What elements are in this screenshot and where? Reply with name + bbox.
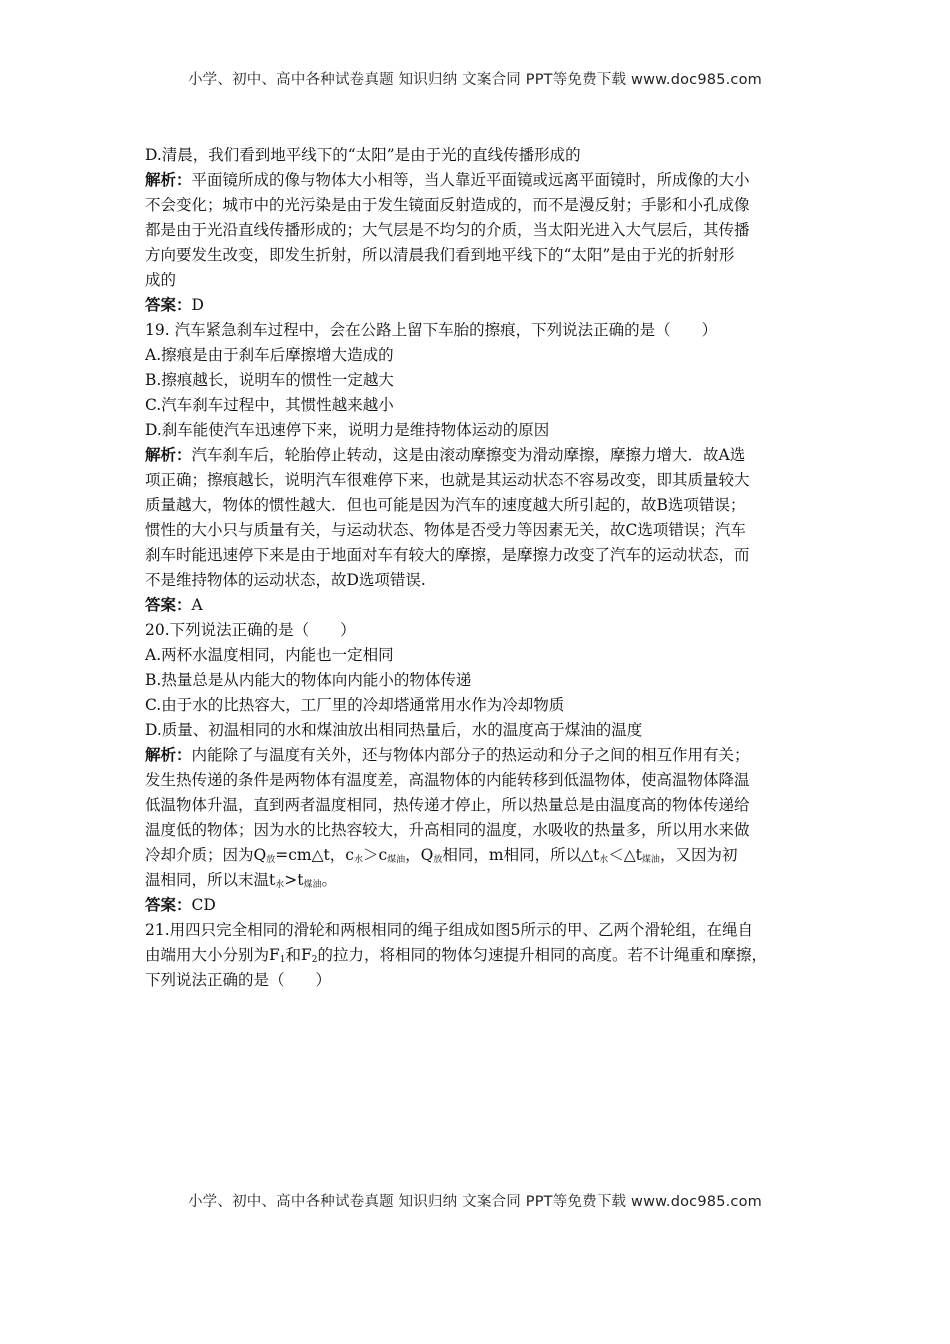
q19-stem: 19. 汽车紧急刹车过程中，会在公路上留下车胎的擦痕，下列说法正确的是（ ） [145,321,718,339]
q19-option-b: B.擦痕越长，说明车的惯性一定越大 [145,371,394,389]
q21-stem-line [145,943,817,968]
formula-text: ＜△t [608,846,642,864]
formula-text: ，Q [405,846,434,864]
q18-option-d: D.清晨，我们看到地平线下的“太阳”是由于光的直线传播形成的 [145,146,581,164]
q19-analysis-line [145,443,817,468]
formula-text: ，又因为初 [659,846,738,864]
q19-analysis-line: 刹车时能迅速停下来是由于地面对车有较大的摩擦，是摩擦力改变了汽车的运动状态，而 [145,546,750,564]
answer-label: 答案： [145,296,192,314]
q20-analysis-line [145,743,817,768]
q20-formula-line [145,868,817,893]
analysis-label: 解析： [145,746,192,764]
analysis-label: 解析： [145,171,192,189]
document-body [145,143,817,993]
q18-analysis-line: 不会变化；城市中的光污染是由于发生镜面反射造成的，而不是漫反射；手影和小孔成像 [145,196,750,214]
page-header: 小学、初中、高中各种试卷真题 知识归纳 文案合同 PPT等免费下载 www.doc985.com [187,72,763,88]
subscript: 水 [353,855,363,865]
q19-analysis-line: 质量越大，物体的惯性越大．但也可能是因为汽车的速度越大所引起的，故B选项错误； [145,496,746,514]
q21-stem-line: 下列说法正确的是（ ） [145,971,332,989]
q20-answer [145,893,817,918]
q19-analysis-text: 汽车刹车后，轮胎停止转动，这是由滚动摩擦变为滑动摩擦，摩擦力增大．故A选 [191,446,746,464]
q20-answer-value: CD [191,896,216,914]
q18-analysis-text: 平面镜所成的像与物体大小相等，当人靠近平面镜或远离平面镜时，所成像的大小 [191,171,750,189]
formula-text: >t [284,871,304,889]
subscript: 煤油 [303,880,322,890]
q20-option-b: B.热量总是从内能大的物体向内能小的物体传递 [145,671,472,689]
q20-analysis-line: 发生热传递的条件是两物体有温度差，高温物体的内能转移到低温物体，使高温物体降温 [145,771,750,789]
q20-formula-line [145,843,817,868]
q21-stem-line: 21.用四只完全相同的滑轮和两根相同的绳子组成如图5所示的甲、乙两个滑轮组，在绳自 [145,921,754,939]
subscript: 2 [311,955,318,965]
q19-analysis-line: 惯性的大小只与质量有关，与运动状态、物体是否受力等因素无关，故C选项错误；汽车 [145,521,746,539]
formula-text: 冷却介质；因为Q [145,846,267,864]
q18-analysis-line: 都是由于光沿直线传播形成的；大气层是不均匀的介质，当太阳光进入大气层后，其传播 [145,221,750,239]
q20-stem: 20.下列说法正确的是（ ） [145,621,356,639]
q20-analysis-text: 内能除了与温度有关外，还与物体内部分子的热运动和分子之间的相互作用有关； [191,746,750,764]
q20-analysis-line: 温度低的物体；因为水的比热容较大，升高相同的温度，水吸收的热量多，所以用水来做 [145,821,750,839]
subscript: 放 [433,855,443,865]
formula-text: ＞c [362,846,388,864]
q20-option-c: C.由于水的比热容大，工厂里的冷却塔通常用水作为冷却物质 [145,696,565,714]
formula-text: 温相同，所以末温t [145,871,276,889]
q19-answer-value: A [191,596,203,614]
subscript: 1 [279,955,286,965]
stem-text: 和F [285,946,312,964]
q18-analysis-line: 成的 [145,271,177,289]
q20-option-d: D.质量、初温相同的水和煤油放出相同热量后，水的温度高于煤油的温度 [145,721,643,739]
formula-text: 。 [321,871,337,889]
q20-option-a: A.两杯水温度相同，内能也一定相同 [145,646,394,664]
q19-analysis-line: 不是维持物体的运动状态，故D选项错误. [145,571,426,589]
formula-text: 相同，m相同，所以△t [442,846,600,864]
answer-label: 答案： [145,596,192,614]
q18-analysis-line: 方向要发生改变，即发生折射，所以清晨我们看到地平线下的“太阳”是由于光的折射形 [145,246,735,264]
subscript: 煤油 [387,855,406,865]
q18-answer-value: D [191,296,204,314]
subscript: 煤油 [641,855,660,865]
answer-label: 答案： [145,896,192,914]
stem-text: 的拉力，将相同的物体匀速提升相同的高度。若不计绳重和摩擦， [317,946,768,964]
q18-answer [145,293,817,318]
q20-analysis-line: 低温物体升温，直到两者温度相同，热传递才停止，所以热量总是由温度高的物体传递给 [145,796,750,814]
q19-option-c: C.汽车刹车过程中，其惯性越来越小 [145,396,394,414]
analysis-label: 解析： [145,446,192,464]
formula-text: =cm△t，c [275,846,354,864]
subscript: 放 [266,855,276,865]
subscript: 水 [275,880,285,890]
q18-analysis-line [145,168,817,193]
q19-option-d: D.刹车能使汽车迅速停下来，说明力是维持物体运动的原因 [145,421,550,439]
q19-analysis-line: 项正确；擦痕越长，说明汽车很难停下来，也就是其运动状态不容易改变，即其质量较大 [145,471,750,489]
stem-text: 由端用大小分别为F [145,946,280,964]
subscript: 水 [599,855,609,865]
q19-option-a: A.擦痕是由于刹车后摩擦增大造成的 [145,346,394,364]
q19-answer [145,593,817,618]
page-footer: 小学、初中、高中各种试卷真题 知识归纳 文案合同 PPT等免费下载 www.doc985.com [187,1194,763,1210]
